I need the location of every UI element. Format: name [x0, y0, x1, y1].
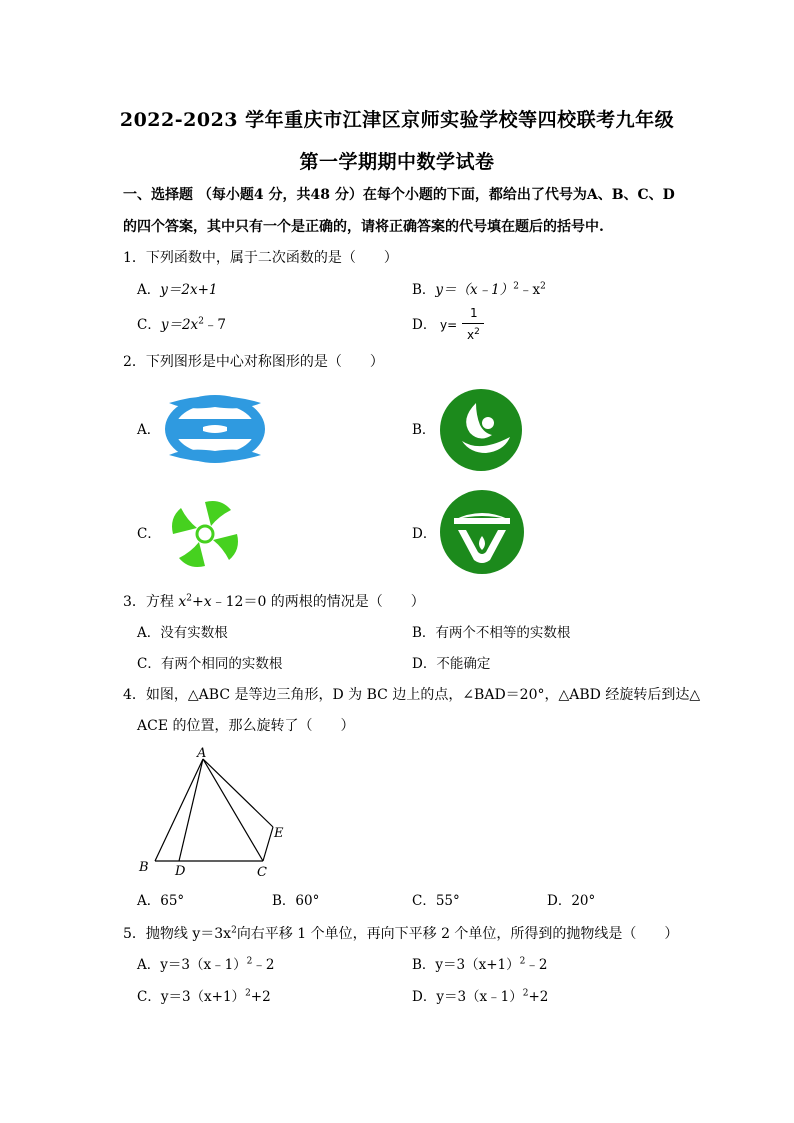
question-4-option-d: D．20° [547, 893, 596, 909]
question-5-stem: 5．抛物线 $y=3x^2$向右平移 1 个单位，再向下平移 2 个单位，所得到的抛物线是（ ） [123, 925, 679, 942]
question-3-stem: 3．方程 $x^2+x﹣12=0$ 的两根的情况是（ ） [123, 593, 425, 610]
option-text: y＝2x+1 [160, 282, 218, 298]
question-3-option-a: A．没有实数根 [137, 625, 228, 641]
question-2-option-a-label: A． [137, 422, 161, 438]
fraction-denominator: $x^2$ [467, 327, 480, 342]
vertex-c-label: C [257, 865, 267, 880]
question-5-option-c: C．$y=3(x+1)^2+2$ [137, 988, 271, 1005]
question-1-option-d-label: D． [412, 317, 437, 333]
question-1-option-a [137, 282, 217, 298]
question-3-option-b: B．有两个不相等的实数根 [412, 625, 571, 641]
vertex-d-label: D [175, 864, 186, 879]
option-label: C． [137, 317, 161, 333]
option-text-tail: ﹣x [519, 282, 541, 298]
option-label: A． [137, 282, 161, 298]
question-1-option-c [137, 317, 226, 333]
fraction-prefix: y= [440, 318, 458, 332]
logo-b-icon [440, 389, 522, 471]
question-3-option-d: D．不能确定 [412, 656, 491, 672]
fraction-numerator: 1 [470, 306, 478, 320]
question-5-option-a: A．y＝3（x﹣1）$^2$﹣2 [137, 956, 275, 973]
triangle-figure [135, 745, 295, 880]
logo-c-icon [165, 494, 245, 574]
question-1-option-b [412, 282, 546, 298]
option-text-tail: ﹣7 [203, 317, 227, 333]
paper-title-line2: 第一学期期中数学试卷 [299, 151, 495, 173]
exponent: 2 [540, 281, 546, 292]
question-5-option-d: D．y＝3（x﹣1）$^2$+2 [412, 988, 549, 1005]
question-2-option-d-label: D． [412, 526, 437, 542]
fraction-bar [462, 323, 484, 324]
question-4-option-a: A．65° [137, 893, 185, 909]
exponent: 2 [513, 281, 519, 292]
question-4-option-c: C．55° [412, 893, 460, 909]
question-4-stem-line2: ACE 的位置，那么旋转了（ ） [137, 718, 355, 734]
logo-a-icon [163, 393, 267, 465]
logo-d-icon [440, 490, 524, 574]
option-label: B． [412, 282, 436, 298]
option-text: y＝2x [160, 317, 199, 333]
section-heading: 一、选择题 （每小题4 分，共48 分）在每个小题的下面，都给出了代号为A、B、C、D [123, 187, 675, 203]
question-5-option-b: B．$y=3(x+1)^2﹣2$ [412, 956, 548, 973]
section-instructions: 的四个答案，其中只有一个是正确的，请将正确答案的代号填在题后的括号中. [123, 219, 604, 235]
option-text: y＝（x﹣1） [435, 282, 514, 298]
question-2-stem: 2．下列图形是中心对称图形的是（ ） [123, 354, 384, 370]
question-4-option-b: B．60° [272, 893, 320, 909]
question-1-stem: 1．下列函数中，属于二次函数的是（ ） [123, 250, 398, 266]
vertex-b-label: B [139, 860, 149, 875]
question-4-stem-line1: 4．如图，△ABC 是等边三角形，D 为 BC 边上的点，∠BAD＝20°，△ABD 经旋转后到达△ [123, 687, 701, 703]
question-3-option-c: C．有两个相同的实数根 [137, 656, 283, 672]
question-2-option-b-label: B． [412, 422, 436, 438]
paper-title-line1: 2022-2023 学年重庆市江津区京师实验学校等四校联考九年级 [119, 109, 675, 131]
question-2-option-c-label: C． [137, 526, 161, 542]
vertex-a-label: A [197, 746, 207, 761]
exponent: 2 [198, 316, 204, 327]
vertex-e-label: E [274, 826, 284, 841]
